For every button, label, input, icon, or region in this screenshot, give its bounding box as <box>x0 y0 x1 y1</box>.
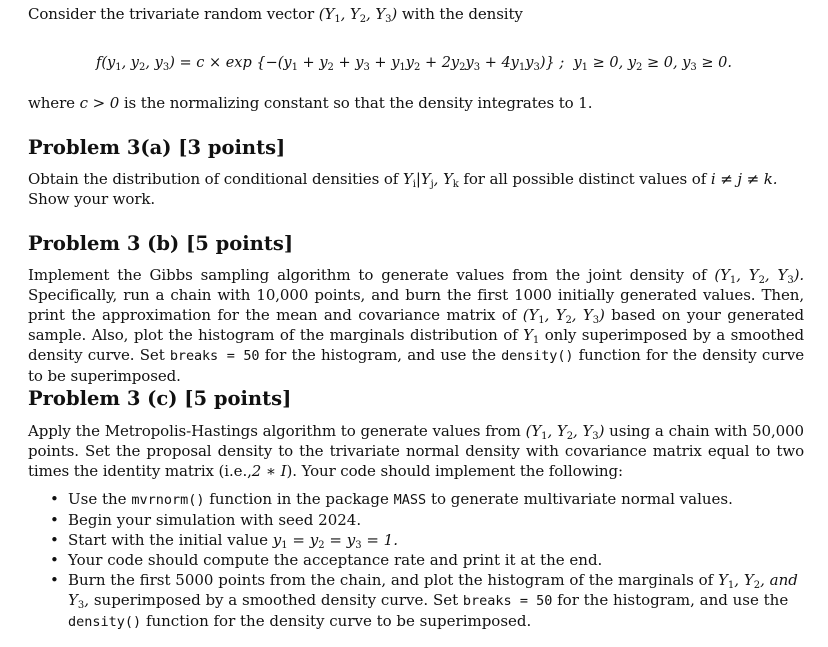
where-cond: c > 0 <box>79 94 120 112</box>
p3c-p2: using a chain with 50,000 points. Set the proposal density to the trivariate normal density with covariance matrix equal to two times the identity matrix (i.e., <box>28 422 804 480</box>
p3b-p5: for the histogram, and use the <box>264 346 496 364</box>
requirements-list <box>48 489 804 632</box>
p3c-vec: ($Y_1$, $Y_2$, $Y_3$) <box>525 422 605 442</box>
list-item <box>48 530 804 550</box>
p3b-p6: function for the density curve to be superimposed. <box>28 346 805 385</box>
problem-3b-heading: Problem 3 (b) [5 points] <box>28 232 294 255</box>
b5-vars: $Y_1$, $Y_2$, and $Y_3$, <box>68 571 798 611</box>
p3b-p4: only superimposed by a smoothed density curve. Set <box>28 326 804 364</box>
bullet-icon: • <box>50 531 59 549</box>
p3c-p1: Apply the Metropolis-Hastings algorithm to generate values from <box>28 422 521 440</box>
b1-mid: function in the package <box>209 490 389 508</box>
b4-text: Your code should compute the acceptance rate and print it at the end. <box>68 551 603 569</box>
p3b-vec: ($Y_1$, $Y_2$, $Y_3$). <box>714 266 805 286</box>
b5-breaks-code: breaks = 50 <box>462 593 553 609</box>
list-item <box>48 550 804 570</box>
intro-text: Consider the trivariate random vector <box>28 5 315 23</box>
list-item <box>48 510 804 530</box>
density-formula: $f(y_1$, $y_2$, $y_3) = c \times \exp \{-(y_1 + y_2 + y_3 + y_1y_2 + 2y_2y_3 + 4y_1y_3)\}$ ; $y_1 \ge 0$, $y_2 \ge 0$, $y_3 \ge 0$. <box>96 55 732 73</box>
p3b-p1: Implement the Gibbs sampling algorithm to generate values from the joint density of <box>28 266 707 284</box>
b1-fn-code: mvrnorm() <box>131 492 205 508</box>
b5-mid: superimposed by a smoothed density curve. Set <box>93 591 459 609</box>
problem-3a-heading: Problem 3(a) [3 points] <box>28 136 286 159</box>
p3c-p3: ). Your code should implement the following: <box>286 462 623 480</box>
problem-3b-body <box>28 265 804 386</box>
list-item <box>48 570 804 632</box>
problem-3a-body <box>28 169 804 209</box>
b5-density-code: density() <box>68 614 142 630</box>
bullet-icon: • <box>50 490 59 508</box>
b5-post2: function for the density curve to be superimposed. <box>145 612 532 630</box>
p3a-idx: i ≠ j ≠ k. <box>710 170 778 188</box>
problem-3c-body <box>28 421 804 481</box>
b1-post: to generate multivariate normal values. <box>430 490 733 508</box>
p3b-p2: Specifically, run a chain with 10,000 points, and burn the first 1000 initially generated values. Then, print the approximation for the mean and covariance matrix of <box>28 286 804 324</box>
intro-vector: ($Y_1$, $Y_2$, $Y_3$) <box>318 5 398 25</box>
b5-post1: for the histogram, and use the <box>557 591 789 609</box>
intro-suffix: with the density <box>401 5 523 23</box>
b5-pre: Burn the first 5000 points from the chain, and plot the histogram of the marginals of <box>68 571 714 589</box>
p3c-ident: 2 ∗ I <box>251 462 287 480</box>
b3-pre: Start with the initial value <box>68 531 268 549</box>
list-item <box>48 489 804 510</box>
p3a-post: Show your work. <box>28 190 156 208</box>
where-pre: where <box>28 94 75 112</box>
p3b-density-code: density() <box>501 348 574 364</box>
p3a-pre: Obtain the distribution of conditional densities of <box>28 170 399 188</box>
p3a-mid: for all possible distinct values of <box>463 170 707 188</box>
intro-paragraph <box>28 4 802 24</box>
problem-3c-heading: Problem 3 (c) [5 points] <box>28 387 292 410</box>
bullet-icon: • <box>50 571 59 589</box>
p3a-cond: $Y_i|Y_j$, $Y_k$ <box>402 170 459 190</box>
b1-pre: Use the <box>68 490 127 508</box>
b2-text: Begin your simulation with seed 2024. <box>68 511 362 529</box>
where-post: is the normalizing constant so that the density integrates to 1. <box>123 94 593 112</box>
p3b-y1: $Y_1$ <box>523 326 540 346</box>
b1-pkg-code: MASS <box>393 492 427 508</box>
bullet-icon: • <box>50 511 59 529</box>
p3b-vec2: ($Y_1$, $Y_2$, $Y_3$) <box>522 306 605 326</box>
p3b-breaks-code: breaks = 50 <box>169 348 260 364</box>
p3b-p3: based on your generated sample. Also, plot the histogram of the marginals distribution of <box>28 306 805 344</box>
b3-eq: $y_1 = y_2 = y_3 = 1$. <box>272 531 398 551</box>
bullet-icon: • <box>50 551 59 569</box>
normalizing-note <box>28 93 802 113</box>
